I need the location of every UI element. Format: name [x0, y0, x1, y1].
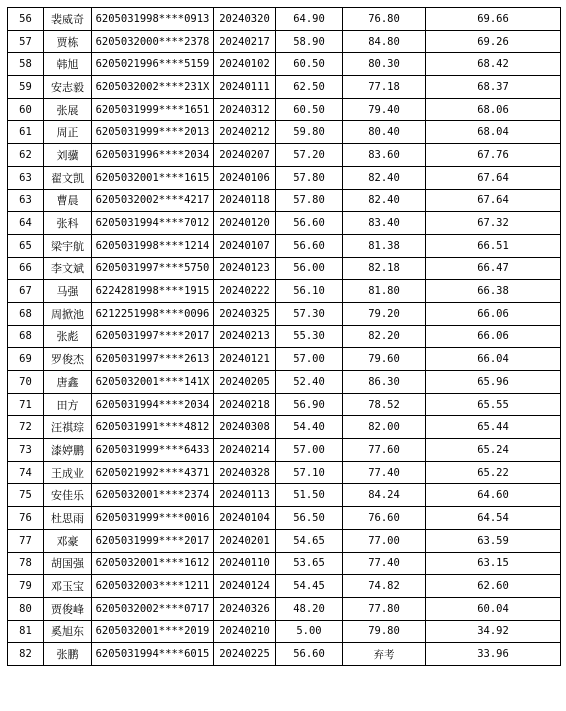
- written-score-cell: 56.90: [276, 393, 343, 416]
- ticket-number-cell: 20240328: [214, 461, 276, 484]
- name-cell: 王成业: [44, 461, 92, 484]
- interview-score-cell: 弃考: [343, 643, 426, 666]
- rank-cell: 59: [8, 76, 44, 99]
- name-cell: 胡国强: [44, 552, 92, 575]
- written-score-cell: 57.00: [276, 439, 343, 462]
- table-row: [8, 8, 561, 31]
- ticket-number-cell: 20240124: [214, 575, 276, 598]
- total-score-cell: 68.04: [426, 121, 561, 144]
- id-number-cell: 6205031999****0016: [92, 507, 214, 530]
- id-number-cell: 6205032001****1612: [92, 552, 214, 575]
- ticket-number-cell: 20240107: [214, 234, 276, 257]
- rank-cell: 64: [8, 212, 44, 235]
- table-row: [8, 234, 561, 257]
- written-score-cell: 57.00: [276, 348, 343, 371]
- name-cell: 邓玉宝: [44, 575, 92, 598]
- ticket-number-cell: 20240312: [214, 98, 276, 121]
- table-row: [8, 212, 561, 235]
- written-score-cell: 54.40: [276, 416, 343, 439]
- written-score-cell: 59.80: [276, 121, 343, 144]
- name-cell: 汪祺琮: [44, 416, 92, 439]
- interview-score-cell: 77.40: [343, 461, 426, 484]
- name-cell: 刘骥: [44, 144, 92, 167]
- rank-cell: 71: [8, 393, 44, 416]
- table-row: [8, 30, 561, 53]
- written-score-cell: 56.50: [276, 507, 343, 530]
- rank-cell: 75: [8, 484, 44, 507]
- id-number-cell: 6205032001****1615: [92, 166, 214, 189]
- rank-cell: 61: [8, 121, 44, 144]
- total-score-cell: 69.66: [426, 8, 561, 31]
- written-score-cell: 54.65: [276, 529, 343, 552]
- written-score-cell: 5.00: [276, 620, 343, 643]
- table-row: [8, 53, 561, 76]
- id-number-cell: 6205032003****1211: [92, 575, 214, 598]
- total-score-cell: 68.37: [426, 76, 561, 99]
- id-number-cell: 6205032001****2374: [92, 484, 214, 507]
- score-table: [7, 7, 561, 666]
- interview-score-cell: 78.52: [343, 393, 426, 416]
- name-cell: 周掀池: [44, 302, 92, 325]
- interview-score-cell: 84.80: [343, 30, 426, 53]
- interview-score-cell: 77.60: [343, 439, 426, 462]
- total-score-cell: 67.76: [426, 144, 561, 167]
- name-cell: 韩旭: [44, 53, 92, 76]
- ticket-number-cell: 20240225: [214, 643, 276, 666]
- total-score-cell: 62.60: [426, 575, 561, 598]
- rank-cell: 77: [8, 529, 44, 552]
- rank-cell: 81: [8, 620, 44, 643]
- interview-score-cell: 79.60: [343, 348, 426, 371]
- total-score-cell: 66.51: [426, 234, 561, 257]
- interview-score-cell: 83.40: [343, 212, 426, 235]
- table-row: [8, 597, 561, 620]
- id-number-cell: 6205031999****6433: [92, 439, 214, 462]
- interview-score-cell: 80.40: [343, 121, 426, 144]
- rank-cell: 56: [8, 8, 44, 31]
- id-number-cell: 6205032000****2378: [92, 30, 214, 53]
- ticket-number-cell: 20240106: [214, 166, 276, 189]
- written-score-cell: 53.65: [276, 552, 343, 575]
- name-cell: 张展: [44, 98, 92, 121]
- table-row: [8, 575, 561, 598]
- total-score-cell: 65.22: [426, 461, 561, 484]
- table-row: [8, 144, 561, 167]
- name-cell: 张鹏: [44, 643, 92, 666]
- interview-score-cell: 82.18: [343, 257, 426, 280]
- rank-cell: 82: [8, 643, 44, 666]
- table-row: [8, 507, 561, 530]
- id-number-cell: 6205032001****2019: [92, 620, 214, 643]
- rank-cell: 57: [8, 30, 44, 53]
- name-cell: 奚旭东: [44, 620, 92, 643]
- rank-cell: 65: [8, 234, 44, 257]
- total-score-cell: 67.64: [426, 166, 561, 189]
- name-cell: 梁宇航: [44, 234, 92, 257]
- name-cell: 贾俊峰: [44, 597, 92, 620]
- interview-score-cell: 82.40: [343, 166, 426, 189]
- rank-cell: 63: [8, 189, 44, 212]
- written-score-cell: 56.60: [276, 643, 343, 666]
- interview-score-cell: 79.80: [343, 620, 426, 643]
- total-score-cell: 66.06: [426, 325, 561, 348]
- written-score-cell: 57.20: [276, 144, 343, 167]
- id-number-cell: 6205031997****2017: [92, 325, 214, 348]
- name-cell: 周正: [44, 121, 92, 144]
- id-number-cell: 6212251998****0096: [92, 302, 214, 325]
- id-number-cell: 6205031996****2034: [92, 144, 214, 167]
- id-number-cell: 6205031997****5750: [92, 257, 214, 280]
- table-row: [8, 257, 561, 280]
- rank-cell: 63: [8, 166, 44, 189]
- interview-score-cell: 77.18: [343, 76, 426, 99]
- written-score-cell: 56.60: [276, 234, 343, 257]
- ticket-number-cell: 20240214: [214, 439, 276, 462]
- total-score-cell: 66.38: [426, 280, 561, 303]
- ticket-number-cell: 20240325: [214, 302, 276, 325]
- written-score-cell: 57.80: [276, 189, 343, 212]
- name-cell: 唐鑫: [44, 371, 92, 394]
- ticket-number-cell: 20240210: [214, 620, 276, 643]
- total-score-cell: 67.32: [426, 212, 561, 235]
- table-row: [8, 484, 561, 507]
- id-number-cell: 6205032001****141X: [92, 371, 214, 394]
- interview-score-cell: 82.20: [343, 325, 426, 348]
- written-score-cell: 60.50: [276, 98, 343, 121]
- id-number-cell: 6205021996****5159: [92, 53, 214, 76]
- interview-score-cell: 84.24: [343, 484, 426, 507]
- id-number-cell: 6205031998****1214: [92, 234, 214, 257]
- total-score-cell: 33.96: [426, 643, 561, 666]
- ticket-number-cell: 20240120: [214, 212, 276, 235]
- name-cell: 杜思雨: [44, 507, 92, 530]
- id-number-cell: 6205032002****4217: [92, 189, 214, 212]
- name-cell: 翟文凯: [44, 166, 92, 189]
- table-row: [8, 643, 561, 666]
- total-score-cell: 68.42: [426, 53, 561, 76]
- table-row: [8, 393, 561, 416]
- written-score-cell: 48.20: [276, 597, 343, 620]
- ticket-number-cell: 20240113: [214, 484, 276, 507]
- interview-score-cell: 81.80: [343, 280, 426, 303]
- ticket-number-cell: 20240207: [214, 144, 276, 167]
- ticket-number-cell: 20240218: [214, 393, 276, 416]
- rank-cell: 70: [8, 371, 44, 394]
- table-row: [8, 461, 561, 484]
- id-number-cell: 6205021992****4371: [92, 461, 214, 484]
- interview-score-cell: 74.82: [343, 575, 426, 598]
- interview-score-cell: 79.40: [343, 98, 426, 121]
- ticket-number-cell: 20240110: [214, 552, 276, 575]
- rank-cell: 78: [8, 552, 44, 575]
- name-cell: 裴威奇: [44, 8, 92, 31]
- interview-score-cell: 83.60: [343, 144, 426, 167]
- table-row: [8, 76, 561, 99]
- name-cell: 安志毅: [44, 76, 92, 99]
- table-row: [8, 280, 561, 303]
- rank-cell: 62: [8, 144, 44, 167]
- total-score-cell: 65.44: [426, 416, 561, 439]
- rank-cell: 67: [8, 280, 44, 303]
- ticket-number-cell: 20240102: [214, 53, 276, 76]
- interview-score-cell: 80.30: [343, 53, 426, 76]
- table-row: [8, 189, 561, 212]
- table-row: [8, 121, 561, 144]
- rank-cell: 58: [8, 53, 44, 76]
- written-score-cell: 62.50: [276, 76, 343, 99]
- id-number-cell: 6205032002****0717: [92, 597, 214, 620]
- id-number-cell: 6205031994****6015: [92, 643, 214, 666]
- table-row: [8, 620, 561, 643]
- table-row: [8, 529, 561, 552]
- written-score-cell: 51.50: [276, 484, 343, 507]
- id-number-cell: 6205031991****4812: [92, 416, 214, 439]
- id-number-cell: 6205031999****2017: [92, 529, 214, 552]
- written-score-cell: 55.30: [276, 325, 343, 348]
- ticket-number-cell: 20240123: [214, 257, 276, 280]
- total-score-cell: 63.59: [426, 529, 561, 552]
- written-score-cell: 56.60: [276, 212, 343, 235]
- total-score-cell: 65.96: [426, 371, 561, 394]
- total-score-cell: 66.06: [426, 302, 561, 325]
- table-row: [8, 416, 561, 439]
- total-score-cell: 65.24: [426, 439, 561, 462]
- total-score-cell: 65.55: [426, 393, 561, 416]
- rank-cell: 73: [8, 439, 44, 462]
- id-number-cell: 6205031997****2613: [92, 348, 214, 371]
- interview-score-cell: 79.20: [343, 302, 426, 325]
- rank-cell: 79: [8, 575, 44, 598]
- rank-cell: 80: [8, 597, 44, 620]
- table-row: [8, 348, 561, 371]
- interview-score-cell: 81.38: [343, 234, 426, 257]
- written-score-cell: 58.90: [276, 30, 343, 53]
- id-number-cell: 6205031999****2013: [92, 121, 214, 144]
- ticket-number-cell: 20240111: [214, 76, 276, 99]
- total-score-cell: 66.47: [426, 257, 561, 280]
- name-cell: 曹晨: [44, 189, 92, 212]
- name-cell: 罗俊杰: [44, 348, 92, 371]
- interview-score-cell: 76.60: [343, 507, 426, 530]
- interview-score-cell: 77.00: [343, 529, 426, 552]
- rank-cell: 60: [8, 98, 44, 121]
- rank-cell: 66: [8, 257, 44, 280]
- rank-cell: 72: [8, 416, 44, 439]
- ticket-number-cell: 20240118: [214, 189, 276, 212]
- total-score-cell: 34.92: [426, 620, 561, 643]
- written-score-cell: 57.30: [276, 302, 343, 325]
- ticket-number-cell: 20240201: [214, 529, 276, 552]
- ticket-number-cell: 20240320: [214, 8, 276, 31]
- total-score-cell: 68.06: [426, 98, 561, 121]
- id-number-cell: 6205031999****1651: [92, 98, 214, 121]
- written-score-cell: 57.80: [276, 166, 343, 189]
- name-cell: 安佳乐: [44, 484, 92, 507]
- name-cell: 贾栋: [44, 30, 92, 53]
- total-score-cell: 63.15: [426, 552, 561, 575]
- total-score-cell: 60.04: [426, 597, 561, 620]
- ticket-number-cell: 20240222: [214, 280, 276, 303]
- total-score-cell: 66.04: [426, 348, 561, 371]
- id-number-cell: 6205031994****7012: [92, 212, 214, 235]
- interview-score-cell: 76.80: [343, 8, 426, 31]
- total-score-cell: 67.64: [426, 189, 561, 212]
- table-row: [8, 98, 561, 121]
- name-cell: 田方: [44, 393, 92, 416]
- ticket-number-cell: 20240212: [214, 121, 276, 144]
- total-score-cell: 64.60: [426, 484, 561, 507]
- table-row: [8, 552, 561, 575]
- interview-score-cell: 77.80: [343, 597, 426, 620]
- interview-score-cell: 77.40: [343, 552, 426, 575]
- rank-cell: 69: [8, 348, 44, 371]
- name-cell: 邓豪: [44, 529, 92, 552]
- id-number-cell: 6224281998****1915: [92, 280, 214, 303]
- name-cell: 马强: [44, 280, 92, 303]
- table-row: [8, 439, 561, 462]
- name-cell: 张彪: [44, 325, 92, 348]
- ticket-number-cell: 20240121: [214, 348, 276, 371]
- rank-cell: 68: [8, 325, 44, 348]
- total-score-cell: 69.26: [426, 30, 561, 53]
- table-body: [8, 8, 561, 666]
- interview-score-cell: 82.00: [343, 416, 426, 439]
- written-score-cell: 64.90: [276, 8, 343, 31]
- written-score-cell: 56.00: [276, 257, 343, 280]
- written-score-cell: 60.50: [276, 53, 343, 76]
- ticket-number-cell: 20240308: [214, 416, 276, 439]
- table-row: [8, 302, 561, 325]
- name-cell: 李文斌: [44, 257, 92, 280]
- name-cell: 漆婷鹏: [44, 439, 92, 462]
- ticket-number-cell: 20240217: [214, 30, 276, 53]
- rank-cell: 76: [8, 507, 44, 530]
- ticket-number-cell: 20240104: [214, 507, 276, 530]
- table-row: [8, 371, 561, 394]
- rank-cell: 68: [8, 302, 44, 325]
- written-score-cell: 54.45: [276, 575, 343, 598]
- ticket-number-cell: 20240205: [214, 371, 276, 394]
- written-score-cell: 52.40: [276, 371, 343, 394]
- interview-score-cell: 86.30: [343, 371, 426, 394]
- written-score-cell: 56.10: [276, 280, 343, 303]
- table-row: [8, 325, 561, 348]
- interview-score-cell: 82.40: [343, 189, 426, 212]
- id-number-cell: 6205031994****2034: [92, 393, 214, 416]
- written-score-cell: 57.10: [276, 461, 343, 484]
- ticket-number-cell: 20240213: [214, 325, 276, 348]
- table-row: [8, 166, 561, 189]
- name-cell: 张科: [44, 212, 92, 235]
- rank-cell: 74: [8, 461, 44, 484]
- ticket-number-cell: 20240326: [214, 597, 276, 620]
- id-number-cell: 6205031998****0913: [92, 8, 214, 31]
- total-score-cell: 64.54: [426, 507, 561, 530]
- id-number-cell: 6205032002****231X: [92, 76, 214, 99]
